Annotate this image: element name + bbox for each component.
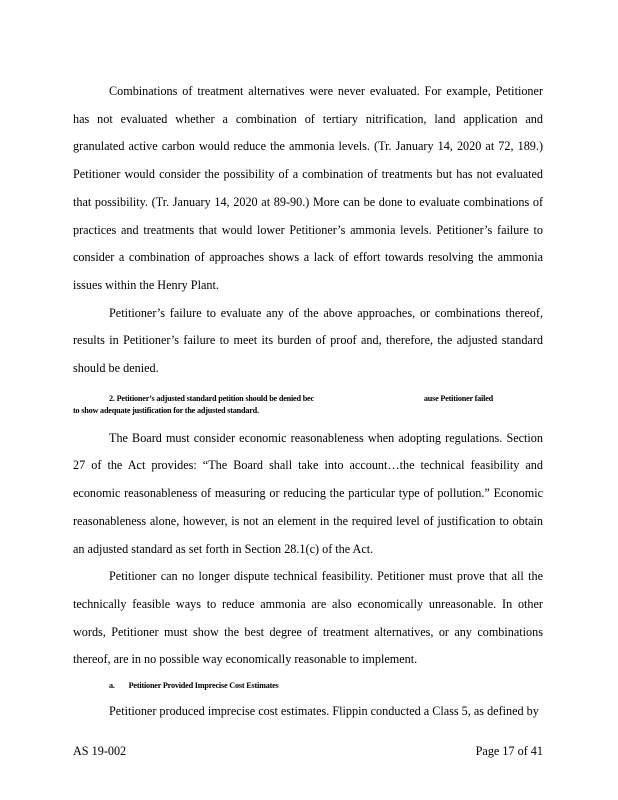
paragraph-combinations: Combinations of treatment alternatives were never evaluated. For example, Petitioner has not evaluated whether a combination of tertiary nitrification, land application and granulated active carbon would reduce the ammonia levels. (Tr. January 14, 2020 at 72, 189.) Petitioner would consider the possibility of a combination of treatments but has not evaluated that possibility. (Tr. January 14, 2020 at 89-90.) More can be done to evaluate combinations of practices and treatments that would lower Petitioner’s ammonia levels. Petitioner’s failure to consider a combination of approaches shows a lack of effort towards resolving the ammonia issues within the Henry Plant. (73, 84, 543, 292)
section-heading-2-line2: to show adequate justification for the adjusted standard. (73, 405, 259, 415)
paragraph-failure-burden: Petitioner’s failure to evaluate any of the above approaches, or combinations thereof, results in Petitioner’s failure to meet its burden of proof and, therefore, the adjusted standard should be denied. (73, 305, 543, 376)
subsection-heading-a (73, 680, 543, 692)
page-footer (73, 744, 543, 759)
page-number: Page 17 of 41 (475, 744, 543, 758)
paragraph-cost-estimates: Petitioner produced imprecise cost estimates. Flippin conducted a Class 5, as defined by (109, 704, 539, 719)
subsection-title: Petitioner Provided Imprecise Cost Estimates (128, 681, 279, 691)
docket-number: AS 19-002 (73, 744, 127, 758)
paragraph-technical-feasibility: Petitioner can no longer dispute technical feasibility. Petitioner must prove that all the technically feasible ways to reduce ammonia are also economically unreasonable. In other words, Petitioner must show the best degree of treatment alternatives, or any combinations thereof, are in no possible way economically reasonable to implement. (73, 569, 543, 667)
subsection-marker: a. (109, 681, 115, 691)
section-heading-2-part2: ause Petitioner failed (423, 393, 493, 403)
document-body (73, 78, 543, 726)
paragraph-economic-reasonableness: The Board must consider economic reasonableness when adopting regulations. Section 27 of the Act provides: “The Board shall take into account…the technical feasibility and economic reasonableness of measuring or reducing the particular type of pollution.” Economic reasonableness alone, however, is not an element in the required level of justification to obtain an adjusted standard as set forth in Section 28.1(c) of the Act. (73, 430, 543, 556)
section-heading-2-part1: 2. Petitioner’s adjusted standard petition should be denied bec (109, 393, 314, 403)
section-heading-2 (73, 393, 543, 417)
